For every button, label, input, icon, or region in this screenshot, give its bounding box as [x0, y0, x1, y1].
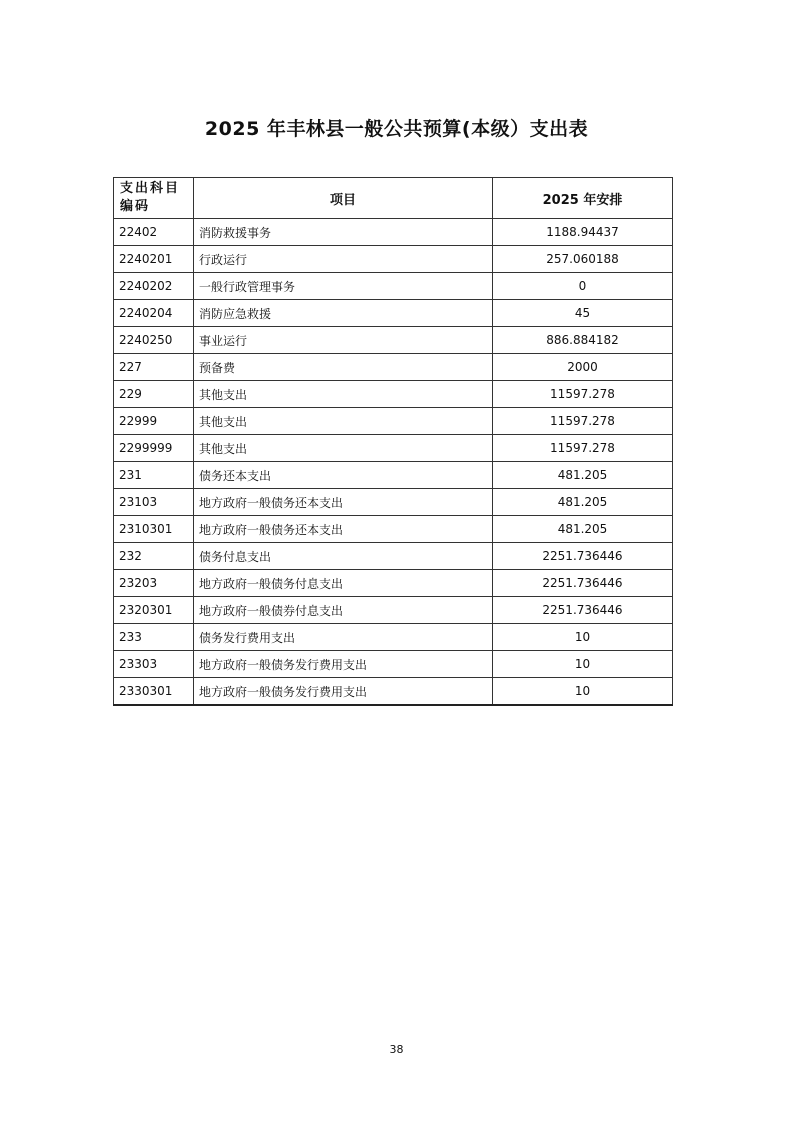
cell-item: 地方政府一般债务付息支出	[194, 570, 493, 597]
cell-code: 2310301	[114, 516, 194, 543]
table-row	[114, 327, 673, 354]
cell-code: 22999	[114, 408, 194, 435]
table-row	[114, 489, 673, 516]
cell-code: 23103	[114, 489, 194, 516]
table-row	[114, 543, 673, 570]
cell-code: 2240202	[114, 273, 194, 300]
cell-code: 231	[114, 462, 194, 489]
cell-item: 消防救援事务	[194, 219, 493, 246]
cell-item: 地方政府一般债务还本支出	[194, 489, 493, 516]
cell-code: 2299999	[114, 435, 194, 462]
table-row	[114, 354, 673, 381]
table-row	[114, 462, 673, 489]
header-item: 项目	[194, 178, 493, 219]
cell-amount: 257.060188	[493, 246, 673, 273]
cell-code: 227	[114, 354, 194, 381]
cell-amount: 11597.278	[493, 435, 673, 462]
cell-amount: 1188.94437	[493, 219, 673, 246]
cell-item: 其他支出	[194, 435, 493, 462]
header-amount: 2025 年安排	[493, 178, 673, 219]
cell-code: 22402	[114, 219, 194, 246]
cell-amount: 10	[493, 651, 673, 678]
table-header-row	[114, 178, 673, 219]
table-row	[114, 597, 673, 624]
table-row	[114, 219, 673, 246]
cell-code: 2240201	[114, 246, 194, 273]
cell-item: 其他支出	[194, 381, 493, 408]
cell-amount: 481.205	[493, 489, 673, 516]
cell-code: 23203	[114, 570, 194, 597]
header-code: 支出科目编码	[114, 178, 194, 219]
page-number: 38	[389, 1043, 404, 1056]
table-row	[114, 678, 673, 706]
cell-amount: 2000	[493, 354, 673, 381]
table-row	[114, 300, 673, 327]
cell-amount: 10	[493, 624, 673, 651]
cell-code: 2320301	[114, 597, 194, 624]
cell-item: 预备费	[194, 354, 493, 381]
cell-item: 事业运行	[194, 327, 493, 354]
table-row	[114, 624, 673, 651]
cell-item: 消防应急救援	[194, 300, 493, 327]
cell-amount: 2251.736446	[493, 597, 673, 624]
cell-item: 其他支出	[194, 408, 493, 435]
cell-item: 债务发行费用支出	[194, 624, 493, 651]
cell-code: 233	[114, 624, 194, 651]
cell-amount: 2251.736446	[493, 570, 673, 597]
cell-code: 23303	[114, 651, 194, 678]
budget-table	[113, 177, 673, 706]
cell-amount: 0	[493, 273, 673, 300]
cell-item: 行政运行	[194, 246, 493, 273]
cell-amount: 481.205	[493, 462, 673, 489]
table-row	[114, 570, 673, 597]
cell-amount: 11597.278	[493, 408, 673, 435]
cell-code: 232	[114, 543, 194, 570]
cell-amount: 2251.736446	[493, 543, 673, 570]
page-title: 2025 年丰林县一般公共预算(本级）支出表	[204, 118, 589, 140]
table-row	[114, 408, 673, 435]
cell-amount: 11597.278	[493, 381, 673, 408]
table-row	[114, 435, 673, 462]
table-row	[114, 516, 673, 543]
cell-code: 229	[114, 381, 194, 408]
cell-amount: 886.884182	[493, 327, 673, 354]
cell-item: 地方政府一般债务发行费用支出	[194, 678, 493, 706]
table-row	[114, 651, 673, 678]
cell-item: 债务还本支出	[194, 462, 493, 489]
cell-item: 地方政府一般债务还本支出	[194, 516, 493, 543]
cell-item: 一般行政管理事务	[194, 273, 493, 300]
cell-amount: 45	[493, 300, 673, 327]
table-row	[114, 381, 673, 408]
cell-code: 2240250	[114, 327, 194, 354]
table-row	[114, 246, 673, 273]
cell-amount: 10	[493, 678, 673, 706]
cell-code: 2330301	[114, 678, 194, 706]
cell-code: 2240204	[114, 300, 194, 327]
table-row	[114, 273, 673, 300]
cell-item: 债务付息支出	[194, 543, 493, 570]
cell-item: 地方政府一般债务发行费用支出	[194, 651, 493, 678]
table-body	[114, 219, 673, 706]
cell-amount: 481.205	[493, 516, 673, 543]
cell-item: 地方政府一般债券付息支出	[194, 597, 493, 624]
